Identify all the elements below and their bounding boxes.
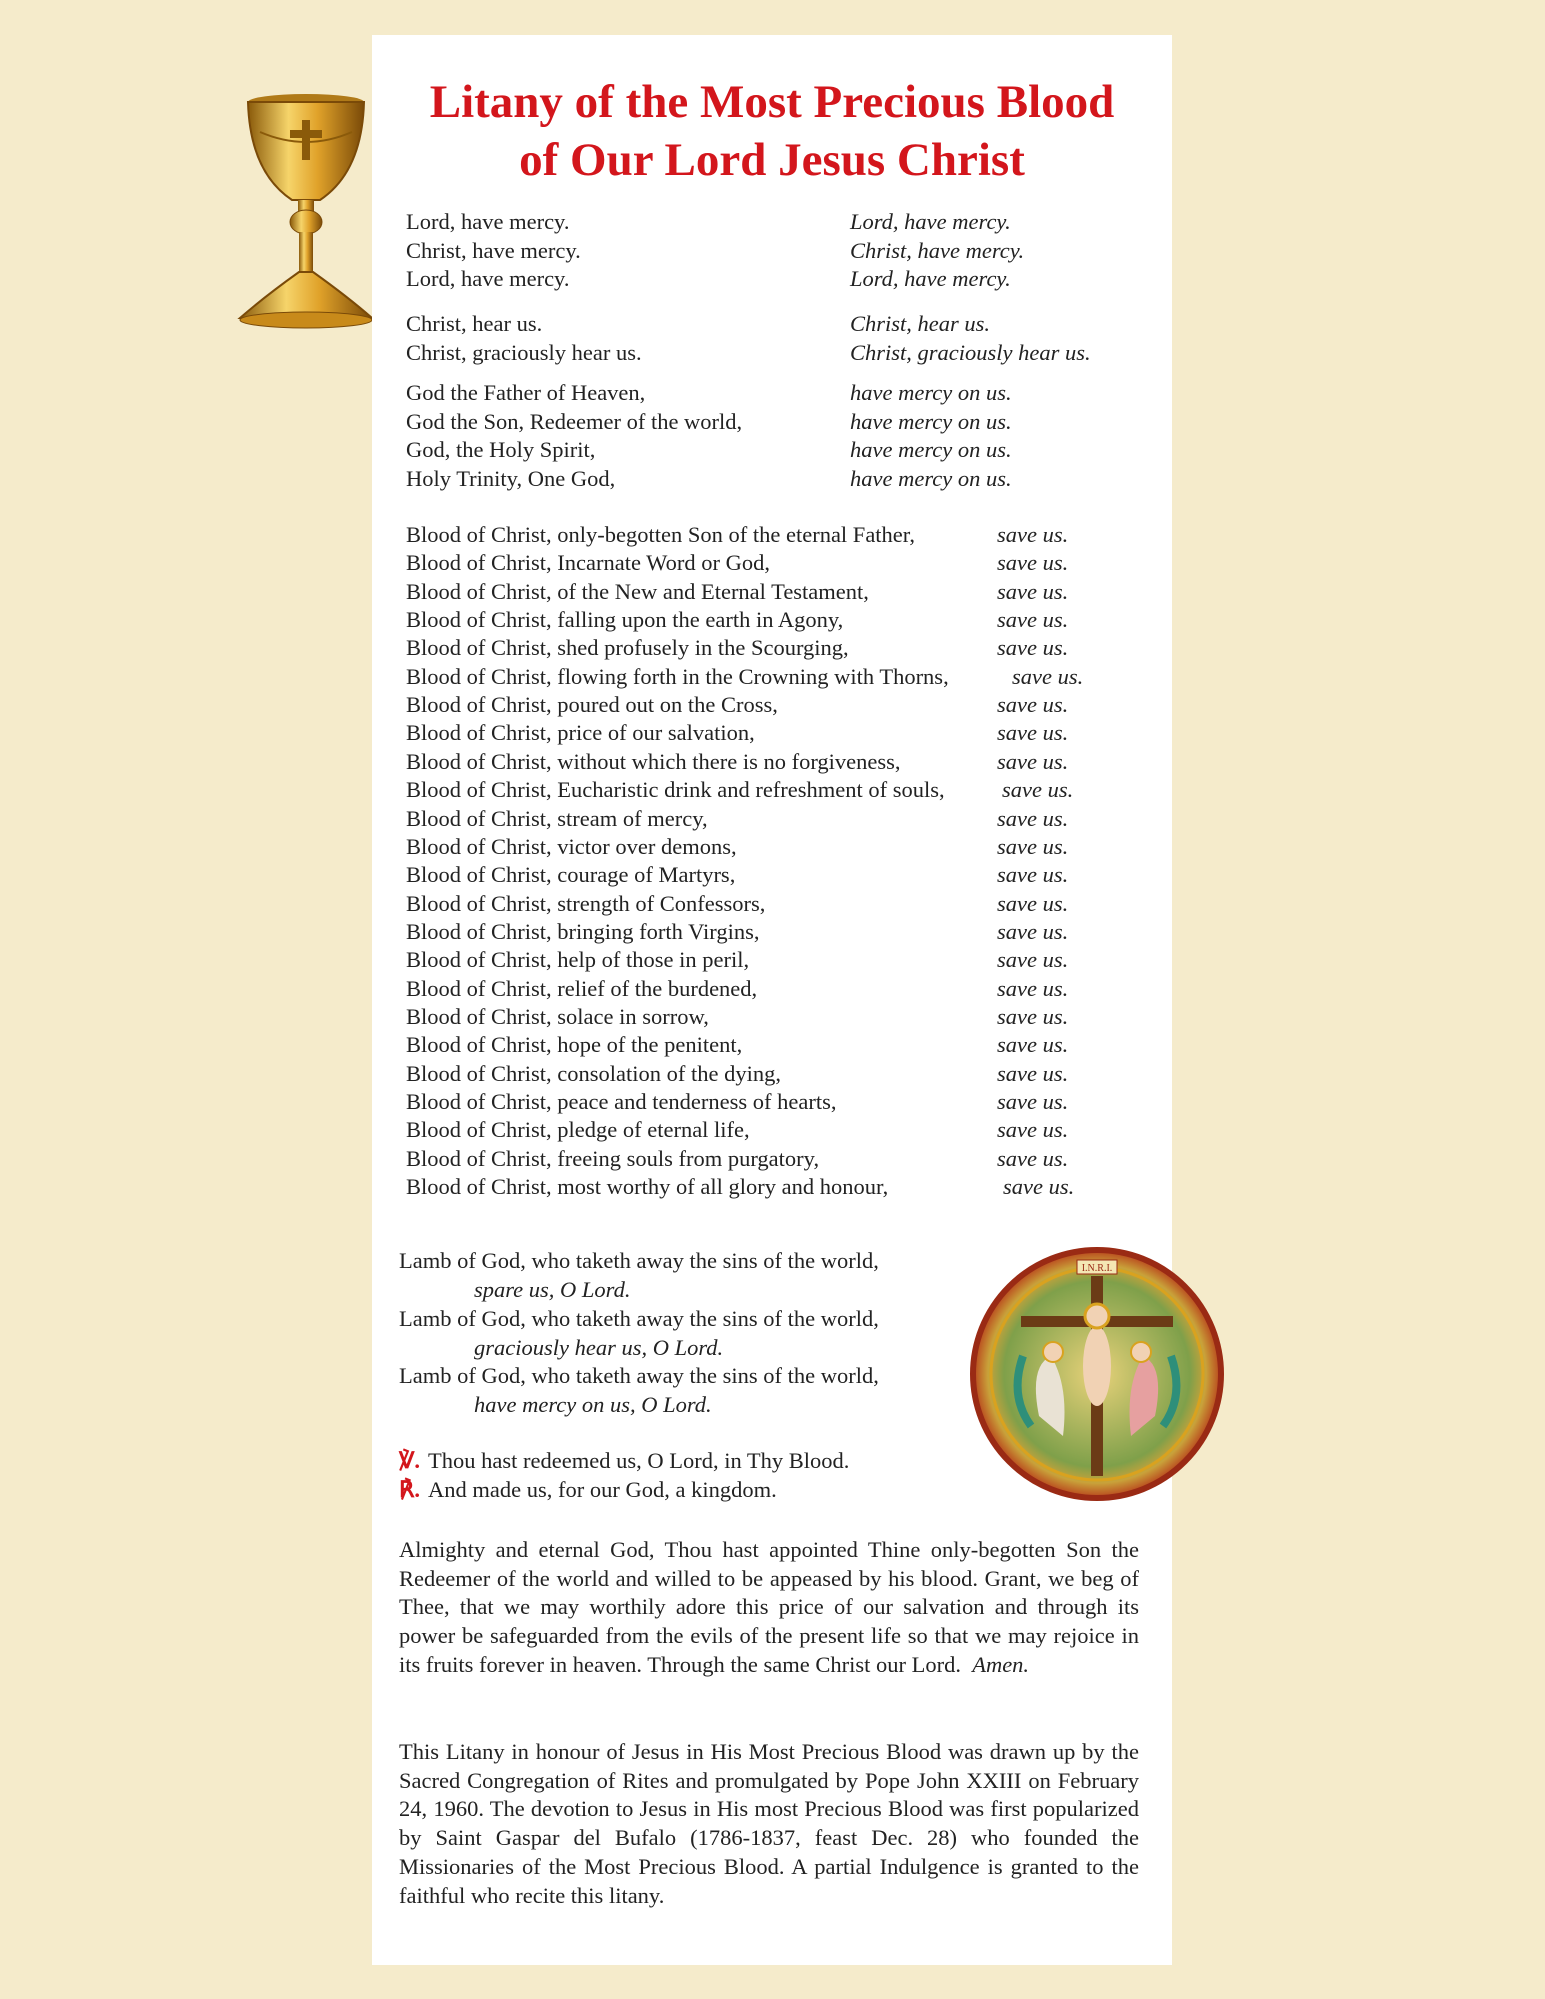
kyrie-response: Christ, have mercy.	[850, 237, 1025, 263]
invocations-call: Blood of Christ, courage of Martyrs,	[406, 862, 736, 888]
invocations-response: save us.	[997, 635, 1069, 661]
invocations-call: Blood of Christ, help of those in peril,	[406, 947, 750, 973]
invocations-response: save us.	[1012, 663, 1084, 689]
crucifixion-medallion-icon	[969, 1246, 1225, 1502]
invocations-response: save us.	[997, 1117, 1069, 1143]
invocations-response: save us.	[997, 975, 1069, 1001]
invocations-response: save us.	[997, 522, 1069, 547]
versicle-line	[399, 1447, 849, 1475]
invocations-response: save us.	[997, 607, 1069, 633]
page-title	[372, 73, 1172, 189]
invocations-call: Blood of Christ, Eucharistic drink and refreshment of souls,	[406, 777, 945, 803]
hear-call: Christ, graciously hear us.	[406, 340, 642, 365]
lamb-call: Lamb of God, who taketh away the sins of the world,	[399, 1248, 879, 1273]
invocations-call: Blood of Christ, hope of the penitent,	[406, 1032, 743, 1058]
trinity-response: have mercy on us.	[850, 380, 1012, 405]
invocations-response: save us.	[997, 550, 1069, 576]
responsory-line	[399, 1476, 777, 1504]
invocations-response: save us.	[997, 890, 1069, 916]
trinity-response: have mercy on us.	[850, 437, 1012, 463]
invocations-call: Blood of Christ, poured out on the Cross,	[406, 692, 778, 718]
invocations-response: save us.	[997, 692, 1069, 718]
title-line-1: Litany of the Most Precious Blood	[429, 76, 1115, 128]
invocations-response: save us.	[997, 1145, 1069, 1171]
trinity-response: have mercy on us.	[850, 465, 1012, 491]
invocations-response: save us.	[997, 1032, 1069, 1058]
lamb-response: have mercy on us, O Lord.	[474, 1392, 712, 1417]
trinity-call: Holy Trinity, One God,	[406, 465, 616, 491]
invocations-call: Blood of Christ, relief of the burdened,	[406, 975, 758, 1001]
lamb-call: Lamb of God, who taketh away the sins of the world,	[399, 1305, 879, 1331]
hear-response: Christ, hear us.	[850, 311, 991, 336]
invocations-call: Blood of Christ, most worthy of all glory and honour,	[406, 1174, 889, 1200]
inri-label: I.N.R.I.	[1081, 1263, 1113, 1274]
hear-call: Christ, hear us.	[406, 311, 543, 336]
closing-prayer	[399, 1536, 1139, 1680]
invocations-call: Blood of Christ, peace and tenderness of hearts,	[406, 1089, 837, 1114]
invocations-response: save us.	[997, 1060, 1069, 1086]
invocations-response: save us.	[997, 862, 1069, 888]
invocations-response: save us.	[997, 1003, 1069, 1029]
invocations-call: Blood of Christ, Incarnate Word or God,	[406, 550, 770, 576]
invocations-response: save us.	[997, 918, 1069, 944]
responsory-symbol: ℟.	[399, 1477, 421, 1502]
invocations-call: Blood of Christ, victor over demons,	[406, 833, 737, 859]
invocations-call: Blood of Christ, only-begotten Son of the eternal Father,	[406, 522, 916, 547]
prayer-amen: Amen.	[972, 1651, 1030, 1677]
invocations-call: Blood of Christ, strength of Confessors,	[406, 890, 766, 916]
hear-response: Christ, graciously hear us.	[850, 340, 1091, 365]
trinity-call: God the Father of Heaven,	[406, 380, 646, 405]
invocations-response: save us.	[997, 578, 1069, 604]
invocations-call: Blood of Christ, consolation of the dying,	[406, 1060, 781, 1086]
prayer-text: Almighty and eternal God, Thou hast appointed Thine only-begotten Son the Redeemer of the world and willed to be appeased by his blood. Grant, we beg of Thee, that we may worthily adore this price of our salvation and through its power be safeguarded from the evils of the present life so that we may rejoice in its fruits forever in heaven. Through the same Christ our Lord.	[399, 1537, 1139, 1677]
kyrie-call: Lord, have mercy.	[406, 266, 570, 291]
invocations-call: Blood of Christ, bringing forth Virgins,	[406, 918, 760, 944]
invocations-call: Blood of Christ, pledge of eternal life,	[406, 1117, 750, 1143]
litany-note: This Litany in honour of Jesus in His Most Precious Blood was drawn up by the Sacred Congregation of Rites and promulgated by Pope John XXIII on February 24, 1960. The devotion to Jesus in His most Precious Blood was first popularized by Saint Gaspar del Bufalo (1786-1837, feast Dec. 28) who founded the Missionaries of the Most Precious Blood. A partial Indulgence is granted to the faithful who recite this litany.	[399, 1739, 1139, 1908]
invocations-response: save us.	[997, 805, 1069, 831]
invocations-call: Blood of Christ, freeing souls from purgatory,	[406, 1145, 820, 1171]
trinity-call: God, the Holy Spirit,	[406, 437, 596, 463]
kyrie-response: Lord, have mercy.	[850, 266, 1011, 291]
invocations-response: save us.	[997, 1089, 1069, 1114]
kyrie-call: Lord, have mercy.	[406, 209, 570, 234]
versicle-text: Thou hast redeemed us, O Lord, in Thy Blood.	[428, 1448, 850, 1473]
invocations-response: save us.	[997, 720, 1069, 746]
litany-card	[372, 35, 1172, 1965]
invocations-call: Blood of Christ, flowing forth in the Crowning with Thorns,	[406, 663, 949, 689]
trinity-response: have mercy on us.	[850, 408, 1012, 434]
invocations-response: save us.	[1003, 1174, 1075, 1200]
invocations-call: Blood of Christ, stream of mercy,	[406, 805, 708, 831]
lamb-response: graciously hear us, O Lord.	[474, 1334, 724, 1360]
invocations-call: Blood of Christ, without which there is no forgiveness,	[406, 748, 901, 774]
invocations-response: save us.	[997, 833, 1069, 859]
invocations-call: Blood of Christ, solace in sorrow,	[406, 1003, 709, 1029]
invocations-response: save us.	[997, 947, 1069, 973]
trinity-call: God the Son, Redeemer of the world,	[406, 408, 743, 434]
chalice-icon	[234, 92, 374, 332]
responsory-text: And made us, for our God, a kingdom.	[428, 1477, 777, 1502]
title-line-2: of Our Lord Jesus Christ	[519, 134, 1025, 186]
kyrie-response: Lord, have mercy.	[850, 209, 1011, 234]
invocations-call: Blood of Christ, shed profusely in the Scourging,	[406, 635, 849, 661]
invocations-call: Blood of Christ, price of our salvation,	[406, 720, 755, 746]
invocations-call: Blood of Christ, falling upon the earth in Agony,	[406, 607, 844, 633]
versicle-symbol: ℣.	[399, 1448, 421, 1473]
invocations-call: Blood of Christ, of the New and Eternal Testament,	[406, 578, 869, 604]
kyrie-call: Christ, have mercy.	[406, 237, 581, 263]
lamb-response: spare us, O Lord.	[474, 1277, 631, 1302]
lamb-call: Lamb of God, who taketh away the sins of the world,	[399, 1363, 879, 1388]
invocations-response: save us.	[1002, 777, 1074, 803]
invocations-response: save us.	[997, 748, 1069, 774]
